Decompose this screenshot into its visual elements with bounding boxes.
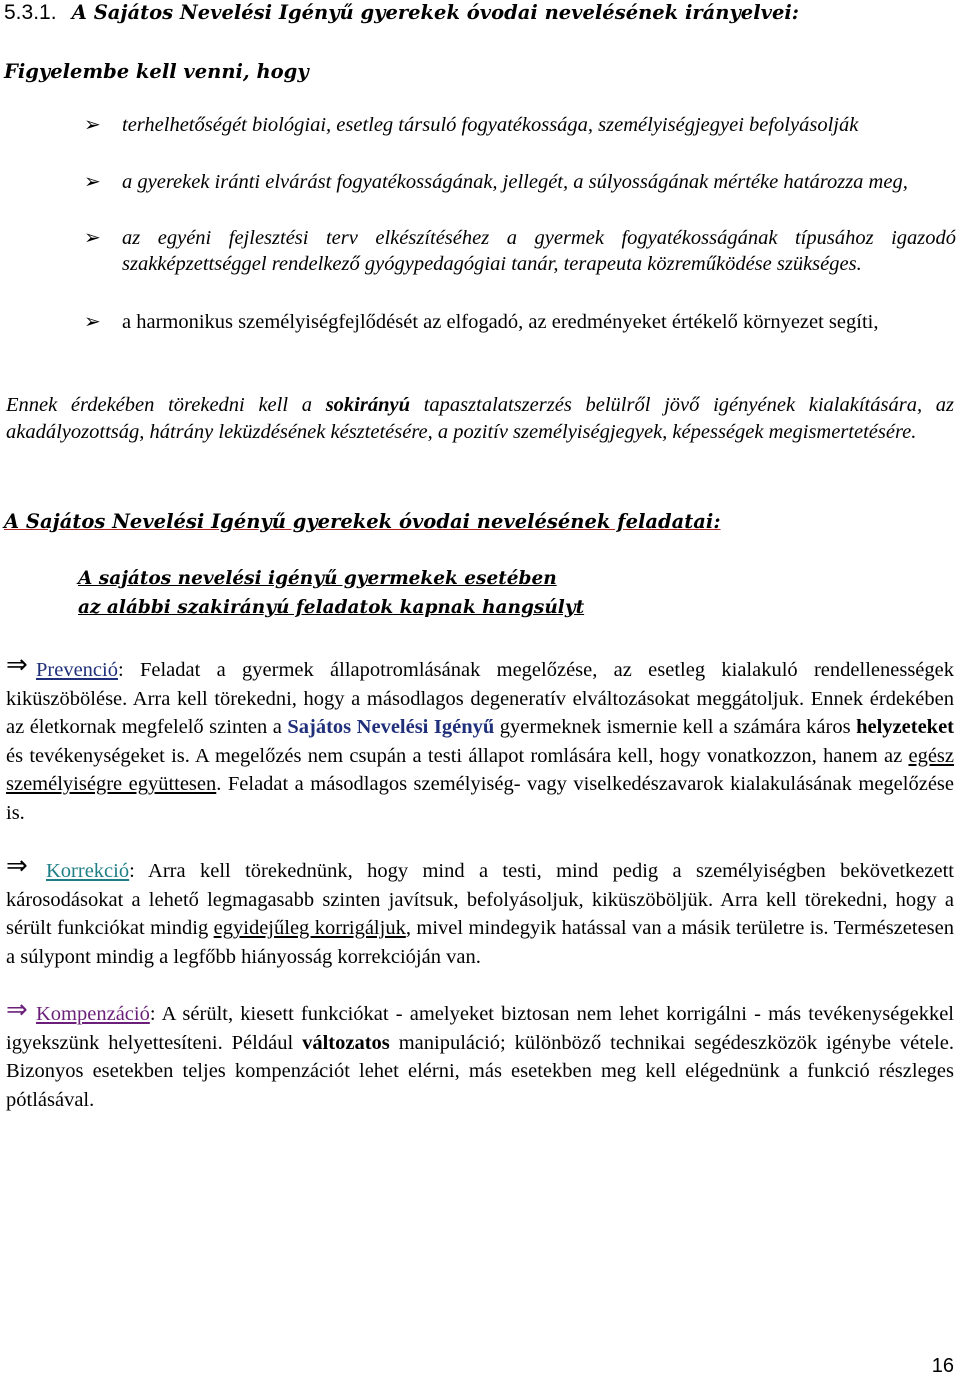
arrow-bullet-icon: ➢ [84,171,101,193]
kompenzacio-text-2: manipuláció; különböző technikai segédeszközök igénybe vétele. Bizonyos esetekben teljes kompenzációt lehet elérni, más esetekben meg kell elégednünk a funkció részleges pótlásával. [6,1031,954,1111]
prevencio-bold-1: Sajátos Nevelési Igényű [287,716,495,738]
bullet-item-3: az egyéni fejlesztési terv elkészítéséhez a gyermek fogyatékosságának típusához igazodó szakképzettséggel rendelkező gyógypedagógiai tanár, terapeuta közreműködése szükséges. [122,227,956,275]
double-arrow-icon: ⇒ [6,650,28,679]
korrekcio-colon: : [129,860,135,882]
paragraph-intro-after: tapasztalatszerzés belülről jövő igényének kialakítására, az akadályozottság, hátrány leküzdésének késztetésére, a pozitív személyiségjegyek, képességek megismertetésére. [6,394,954,443]
section-number: 5.3.1. [4,1,57,24]
kompenzacio-label: Kompenzáció [36,1003,150,1025]
korrekcio-underline: egyidejűleg korrigáljuk [213,917,406,939]
bullet-item-1: terhelhetőségét biológiai, esetleg társuló fogyatékossága, személyiségjegyei befolyásolják [122,114,859,136]
subheading-line-2: az alábbi szakirányú feladatok kapnak hangsúlyt [78,597,585,618]
double-arrow-icon: ⇒ [6,995,28,1024]
prevencio-text-1: Feladat a gyermek állapotromlásának megelőzése, az esetleg kialakuló rendellenességek kiküszöbölése. Arra kell törekedni, hogy a másodlagos degeneratív elváltozásokat meggátoljuk. Ennek érdekében az életkornak megfelelő szinten a [6,659,954,738]
subheading-line-1: A sajátos nevelési igényű gyermekek esetében [78,568,557,589]
bullet-item-4 [122,309,956,335]
kompenzacio-bold: változatos [302,1031,390,1054]
prevencio-text-3: és tevékenységeket is. A megelőzés nem csupán a testi állapot romlására kell, hogy vonatkozzon, hanem az [6,744,909,767]
tasks-heading: A Sajátos Nevelési Igényű gyerekek óvodai nevelésének feladatai: [4,510,721,533]
section-heading [4,0,799,25]
arrow-bullet-icon: ➢ [84,311,101,333]
kompenzacio-colon: : [149,1003,156,1025]
paragraph-intro-before: Ennek érdekében törekedni kell a [6,394,326,416]
prevencio-label: Prevenció [36,659,118,681]
prevencio-underline: egész személyiségre együttesen [6,744,954,795]
prevencio-text-2: gyermeknek ismernie kell a számára káros [494,716,857,738]
bullet-item-2: a gyerekek iránti elvárást fogyatékosságának, jellegét, a súlyosságának mértéke határozza meg, [122,171,908,193]
bullet-item-4-text: a harmonikus személyiségfejlődését az elfogadó, az eredményeket értékelő környezet segíti, [122,311,879,333]
double-arrow-icon: ⇒ [6,851,28,880]
kompenzacio-paragraph [6,1000,954,1114]
paragraph-intro-bold: sokirányú [325,394,411,416]
prevencio-bold-2: helyzeteket [856,716,954,738]
arrow-bullet-icon: ➢ [84,227,101,249]
korrekcio-label: Korrekció [46,860,130,882]
prevencio-text-4: . Feladat a másodlagos személyiség- vagy viselkedészavarok kialakulásának megelőzése is. [6,773,954,824]
section-title: A Sajátos Nevelési Igényű gyerekek óvodai nevelésének irányelvei: [71,1,799,24]
korrekcio-text-2: , mivel mindegyik hatással van a másik területre is. Természetesen a súlypont mindig a legfőbb hiányosság korrekcióján van. [6,917,954,968]
prevencio-colon: : [117,659,124,681]
page-number: 16 [931,1355,954,1377]
kompenzacio-text-1: A sérült, kiesett funkciókat - amelyeket biztosan nem lehet korrigálni - más tevékenységekkel igyekszünk helyettesíteni. Például [6,1003,954,1054]
korrekcio-paragraph [6,857,954,971]
korrekcio-text-1: Arra kell törekednünk, hogy mind a testi, mind pedig a személyiségben bekövetkezett károsodásokat a lehető legmagasabb szinten javítsuk, befolyásoljuk, kiküszöböljük. Arra kell törekedni, hogy a sérült funkciókat mindig [6,860,954,939]
intro-text: Figyelembe kell venni, hogy [4,60,309,83]
paragraph-intro [6,392,954,446]
arrow-bullet-icon: ➢ [84,114,101,136]
prevencio-paragraph [6,656,954,827]
